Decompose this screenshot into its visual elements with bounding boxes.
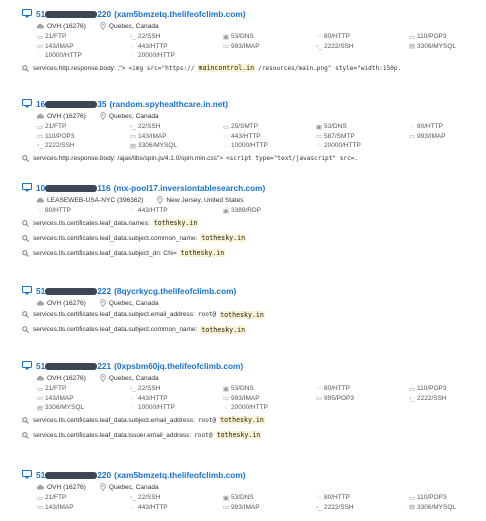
pin-icon	[100, 112, 109, 120]
service-icon: ›_	[130, 123, 136, 131]
service-port[interactable]	[129, 403, 222, 413]
matched-field	[22, 63, 484, 74]
port-label: 143/IMAP	[45, 503, 74, 511]
port-list	[36, 493, 476, 512]
service-icon: ›_	[130, 385, 136, 393]
matched-field	[22, 415, 484, 426]
port-label: 110/POP3	[45, 132, 75, 140]
service-icon: ▤	[408, 504, 416, 512]
meta-text: Quebec, Canada	[108, 112, 159, 120]
service-port[interactable]	[222, 403, 315, 413]
service-port[interactable]	[222, 394, 315, 404]
location[interactable]	[100, 22, 159, 30]
field-label: services.http.response.body: ;">	[33, 64, 126, 72]
port-label: 80/HTTP	[324, 33, 351, 41]
service-icon: ▭	[129, 133, 137, 141]
cloud-icon	[36, 300, 47, 306]
port-label: 2222/SSH	[417, 394, 447, 402]
service-port[interactable]	[408, 503, 486, 513]
port-label: 143/IMAP	[138, 132, 167, 140]
service-port[interactable]	[315, 384, 408, 394]
service-port[interactable]	[129, 32, 222, 42]
service-port[interactable]	[129, 51, 222, 61]
meta-text: LEASEWEB-USA-NYC (396362)	[47, 196, 144, 204]
service-icon: ▭	[222, 43, 230, 51]
search-icon	[22, 235, 33, 242]
service-icon: ◌	[224, 142, 228, 150]
meta-text: OVH (16276)	[47, 112, 86, 120]
service-port[interactable]	[222, 32, 315, 42]
service-icon: ›_	[130, 33, 136, 41]
service-icon: ◌	[224, 132, 228, 140]
result-meta	[36, 373, 173, 383]
service-port[interactable]	[222, 141, 315, 151]
service-icon: ▭	[36, 385, 44, 393]
result-meta	[36, 298, 173, 308]
service-port[interactable]	[315, 493, 408, 503]
pin-icon	[157, 196, 166, 204]
result-ip-start: 51	[36, 361, 46, 371]
port-label: 443/HTTP	[138, 42, 168, 50]
matched-field	[22, 218, 484, 229]
meta-text: Quebec, Canada	[108, 374, 159, 382]
monitor-icon	[22, 286, 32, 297]
service-icon: ◌	[131, 404, 135, 412]
service-port[interactable]	[408, 384, 486, 394]
service-port[interactable]	[36, 384, 129, 394]
service-port[interactable]	[315, 132, 408, 142]
result-ip-start: 51	[36, 286, 46, 296]
meta-text: OVH (16276)	[47, 22, 86, 30]
service-icon: ▭	[408, 385, 416, 393]
port-label: 2222/SSH	[324, 42, 354, 50]
service-icon: ▭	[36, 494, 44, 502]
service-port[interactable]	[36, 141, 129, 151]
service-port[interactable]	[129, 493, 222, 503]
service-port[interactable]	[408, 32, 486, 42]
port-label: 587/SMTP	[324, 132, 355, 140]
monitor-icon	[22, 470, 32, 481]
service-icon: ◌	[410, 123, 414, 131]
port-label: 21/FTP	[45, 385, 67, 393]
service-icon: ▣	[222, 385, 230, 393]
port-label: 22/SSH	[138, 385, 161, 393]
monitor-icon	[22, 99, 32, 110]
port-label: 21/FTP	[45, 123, 67, 131]
cloud-icon	[36, 23, 47, 29]
service-icon: ▤	[36, 404, 44, 412]
port-label: 53/DNS	[231, 385, 254, 393]
port-label: 80/HTTP	[417, 123, 444, 131]
result-meta	[36, 111, 173, 121]
service-icon: ›_	[316, 503, 322, 511]
service-port[interactable]	[36, 206, 129, 216]
port-label: 995/POP3	[324, 394, 354, 402]
highlighted-match: tothesky.in	[220, 310, 264, 319]
meta-text: New Jersey, United States	[166, 196, 244, 204]
service-icon: ▭	[36, 133, 44, 141]
service-port[interactable]	[36, 42, 129, 52]
location[interactable]	[100, 374, 159, 382]
service-icon: ◌	[131, 42, 135, 50]
service-icon: ▭	[222, 395, 230, 403]
field-label: services.tls.certificates.leaf_data.subject.email_address:	[33, 311, 195, 318]
service-icon: ▭	[36, 123, 44, 131]
service-port[interactable]	[408, 493, 486, 503]
redaction-bar	[45, 472, 97, 479]
port-label: 993/IMAP	[231, 503, 260, 511]
result-ip-start: 51	[36, 9, 46, 19]
field-label: services.tls.certificates.leaf_data.subject.email_address:	[33, 416, 195, 424]
field-label: services.tls.certificates.leaf_data.subject.common_name:	[33, 234, 198, 242]
service-port[interactable]	[222, 384, 315, 394]
port-label: 53/DNS	[324, 123, 347, 131]
service-port[interactable]	[222, 122, 315, 132]
result-title[interactable]	[22, 182, 265, 194]
service-port[interactable]	[129, 141, 222, 151]
search-icon	[22, 65, 33, 72]
port-label: 22/SSH	[138, 494, 161, 502]
service-icon: ▭	[36, 504, 44, 512]
service-icon: ▭	[408, 133, 416, 141]
service-icon: ▭	[36, 43, 44, 51]
port-label: 10000/HTTP	[45, 52, 82, 60]
autonomous-system[interactable]	[36, 23, 86, 30]
monitor-icon	[22, 183, 32, 194]
service-port[interactable]	[129, 42, 222, 52]
result-meta	[36, 21, 173, 31]
result-hostname[interactable]: (xam5bmzetq.thelifeofclimb.com)	[114, 470, 246, 480]
service-port[interactable]	[129, 503, 222, 513]
port-label: 110/POP3	[417, 385, 447, 393]
service-port[interactable]	[36, 32, 129, 42]
result-title[interactable]	[22, 469, 245, 481]
service-port[interactable]	[36, 503, 129, 513]
service-port[interactable]	[36, 132, 129, 142]
meta-text: OVH (16276)	[47, 299, 86, 307]
service-icon: ◌	[131, 207, 135, 215]
search-icon	[22, 326, 33, 333]
result-ip-end: 222	[97, 286, 112, 296]
result-ip-end: 116	[97, 183, 111, 193]
pin-icon	[100, 22, 109, 30]
service-port[interactable]	[408, 42, 486, 52]
port-label: 443/HTTP	[138, 503, 168, 511]
service-port[interactable]	[222, 493, 315, 503]
service-icon: ▣	[315, 123, 323, 131]
service-icon: ◌	[317, 142, 321, 150]
service-icon: ▤	[408, 43, 416, 51]
result-title[interactable]	[22, 360, 243, 372]
result-title[interactable]	[22, 285, 236, 297]
service-icon: ◌	[131, 52, 135, 60]
port-label: 10000/HTTP	[138, 404, 175, 412]
port-label: 21/FTP	[45, 494, 67, 502]
monitor-icon	[22, 9, 32, 20]
highlighted-match: tothesky.in	[220, 416, 264, 424]
field-label: services.tls.certificates.leaf_data.names:	[33, 219, 150, 227]
service-icon: ◌	[38, 52, 42, 60]
meta-text: OVH (16276)	[47, 374, 86, 382]
field-label: services.http.response.body: /ajax/libs/spin.js/4.1.0/spin.min.css">	[33, 154, 223, 162]
service-icon: ▭	[408, 33, 416, 41]
result-ip-start: 10	[36, 183, 46, 193]
location[interactable]	[100, 112, 159, 120]
service-port[interactable]	[315, 141, 408, 151]
service-icon: ›_	[37, 142, 43, 150]
port-label: 22/SSH	[138, 33, 161, 41]
field-label: services.tls.certificates.leaf_data.subject_dn: CN=	[33, 249, 177, 257]
location[interactable]	[100, 483, 159, 491]
port-label: 22/SSH	[138, 123, 161, 131]
pin-icon	[100, 374, 109, 382]
port-label: 80/HTTP	[324, 494, 351, 502]
cloud-icon	[36, 484, 47, 490]
autonomous-system[interactable]	[36, 484, 86, 491]
port-label: 20000/HTTP	[138, 52, 175, 60]
port-label: 3306/MYSQL	[138, 142, 178, 150]
service-icon: ◌	[224, 404, 228, 412]
result-meta	[36, 482, 173, 492]
matched-field	[22, 248, 484, 259]
matched-field	[22, 153, 484, 164]
field-code: <img src="https://	[128, 64, 195, 72]
service-port[interactable]	[129, 394, 222, 404]
port-label: 110/POP3	[417, 494, 447, 502]
redaction-bar	[45, 101, 97, 108]
location[interactable]	[157, 196, 243, 204]
result-hostname[interactable]: (8qycrkycg.thelifeofclimb.com)	[114, 286, 237, 296]
monitor-icon	[22, 361, 32, 372]
service-port[interactable]	[408, 132, 486, 142]
port-label: 993/IMAP	[417, 132, 446, 140]
service-port[interactable]	[408, 122, 486, 132]
result-ip-start: 51	[36, 470, 46, 480]
port-label: 10000/HTTP	[231, 142, 268, 150]
port-label: 21/FTP	[45, 33, 67, 41]
port-list	[36, 384, 476, 413]
meta-text: OVH (16276)	[47, 483, 86, 491]
service-port[interactable]	[222, 132, 315, 142]
port-list	[36, 122, 476, 151]
port-label: 2222/SSH	[324, 503, 354, 511]
port-label: 53/DNS	[231, 33, 254, 41]
autonomous-system[interactable]	[36, 113, 86, 120]
service-icon: ▭	[315, 395, 323, 403]
field-code: root@	[197, 311, 217, 318]
result-hostname[interactable]: (xam5bmzetq.thelifeofclimb.com)	[114, 9, 246, 19]
meta-text: Quebec, Canada	[108, 299, 159, 307]
field-label: services.tls.certificates.leaf_data.subject.common_name:	[33, 326, 198, 333]
search-icon	[22, 417, 33, 424]
field-code: root@	[197, 416, 217, 424]
redaction-bar	[45, 11, 97, 18]
matched-field	[22, 309, 484, 320]
service-icon: ▭	[315, 133, 323, 141]
result-title[interactable]	[22, 8, 245, 20]
service-icon: ◌	[317, 494, 321, 502]
service-port[interactable]	[315, 122, 408, 132]
service-port[interactable]	[408, 394, 486, 404]
port-label: 993/IMAP	[231, 42, 260, 50]
service-port[interactable]	[222, 503, 315, 513]
service-icon: ▭	[222, 123, 230, 131]
cloud-icon	[36, 375, 47, 381]
port-label: 20000/HTTP	[231, 404, 268, 412]
service-port[interactable]	[36, 51, 129, 61]
service-port[interactable]	[315, 394, 408, 404]
result-ip-end: 220	[97, 470, 112, 480]
highlighted-match: tothesky.in	[201, 234, 246, 242]
search-icon	[22, 220, 33, 227]
service-icon: ▤	[129, 142, 137, 150]
meta-text: Quebec, Canada	[108, 483, 159, 491]
autonomous-system[interactable]	[36, 375, 86, 382]
service-icon: ◌	[38, 207, 42, 215]
port-label: 20000/HTTP	[324, 142, 361, 150]
service-icon: ◌	[131, 503, 135, 511]
cloud-icon	[36, 113, 47, 119]
matched-field	[22, 233, 484, 244]
cloud-icon	[36, 197, 47, 203]
highlighted-match: maincontrol.in	[198, 64, 255, 72]
port-label: 993/IMAP	[231, 394, 260, 402]
highlighted-match: tothesky.in	[201, 325, 246, 334]
result-hostname[interactable]: (random.spyhealthcare.in.net)	[109, 99, 228, 109]
service-port[interactable]	[129, 206, 222, 216]
redaction-bar	[45, 185, 97, 192]
service-icon: ›_	[316, 42, 322, 50]
service-port[interactable]	[129, 384, 222, 394]
meta-text: Quebec, Canada	[108, 22, 159, 30]
port-label: 110/POP3	[417, 33, 447, 41]
autonomous-system[interactable]	[36, 197, 143, 204]
redaction-bar	[45, 363, 97, 370]
service-icon: ▣	[222, 207, 230, 215]
pin-icon	[100, 483, 109, 491]
service-icon: ▭	[36, 33, 44, 41]
matched-field	[22, 324, 484, 335]
search-icon	[22, 250, 33, 257]
service-icon: ›_	[409, 394, 415, 402]
search-icon	[22, 432, 33, 439]
port-label: 143/IMAP	[45, 42, 74, 50]
service-port[interactable]	[36, 493, 129, 503]
result-ip-start: 16	[36, 99, 46, 109]
service-icon: ◌	[317, 33, 321, 41]
field-code-tail: /resources/main.png" style="width:150p.	[258, 64, 402, 72]
port-list	[36, 32, 476, 61]
port-label: 80/HTTP	[45, 207, 72, 215]
field-label: services.tls.certificates.leaf_data.issuer.email_address:	[33, 431, 192, 439]
port-label: 53/DNS	[231, 494, 254, 502]
highlighted-match: tothesky.in	[153, 219, 198, 227]
port-label: 25/SMTP	[231, 123, 259, 131]
service-icon: ▣	[222, 33, 230, 41]
port-label: 80/HTTP	[324, 385, 351, 393]
service-icon: ◌	[317, 385, 321, 393]
highlighted-match: tothesky.in	[216, 431, 261, 439]
pin-icon	[100, 299, 109, 307]
port-label: 443/HTTP	[138, 207, 168, 215]
search-icon	[22, 311, 33, 318]
port-label: 3306/MYSQL	[45, 404, 85, 412]
service-port[interactable]	[315, 42, 408, 52]
location[interactable]	[100, 299, 159, 307]
service-port[interactable]	[129, 122, 222, 132]
service-port[interactable]	[315, 32, 408, 42]
result-ip-end: 220	[97, 9, 112, 19]
result-meta	[36, 195, 258, 205]
service-port[interactable]	[129, 132, 222, 142]
service-port[interactable]	[36, 403, 129, 413]
autonomous-system[interactable]	[36, 300, 86, 307]
result-ip-end: 221	[97, 361, 112, 371]
port-label: 3306/MYSQL	[417, 42, 457, 50]
matched-field	[22, 430, 484, 441]
redaction-bar	[45, 288, 97, 295]
port-label: 143/IMAP	[45, 394, 74, 402]
port-label: 443/HTTP	[138, 394, 168, 402]
service-port[interactable]	[36, 122, 129, 132]
service-port[interactable]	[315, 503, 408, 513]
port-label: 3306/MYSQL	[417, 503, 457, 511]
port-list	[36, 206, 476, 216]
service-port[interactable]	[222, 206, 315, 216]
field-code: root@	[194, 431, 213, 439]
result-ip-end: 35	[97, 99, 107, 109]
service-icon: ›_	[130, 494, 136, 502]
highlighted-match: tothesky.in	[180, 249, 225, 257]
search-icon	[22, 155, 33, 162]
service-icon: ◌	[131, 394, 135, 402]
service-icon: ▭	[222, 504, 230, 512]
service-icon: ▣	[222, 494, 230, 502]
result-hostname[interactable]: (0xpsbm60jq.thelifeofclimb.com)	[114, 361, 244, 371]
port-label: 2222/SSH	[45, 142, 75, 150]
service-port[interactable]	[222, 42, 315, 52]
service-icon: ▭	[408, 494, 416, 502]
field-code: <script type="text/javascript" src=.	[226, 154, 359, 162]
port-label: 3389/RDP	[231, 207, 261, 215]
port-label: 443/HTTP	[231, 132, 261, 140]
result-title[interactable]	[22, 98, 228, 110]
service-icon: ▭	[36, 395, 44, 403]
result-hostname[interactable]: (mx-pool17.inversiontablesearch.com)	[113, 183, 266, 193]
service-port[interactable]	[36, 394, 129, 404]
